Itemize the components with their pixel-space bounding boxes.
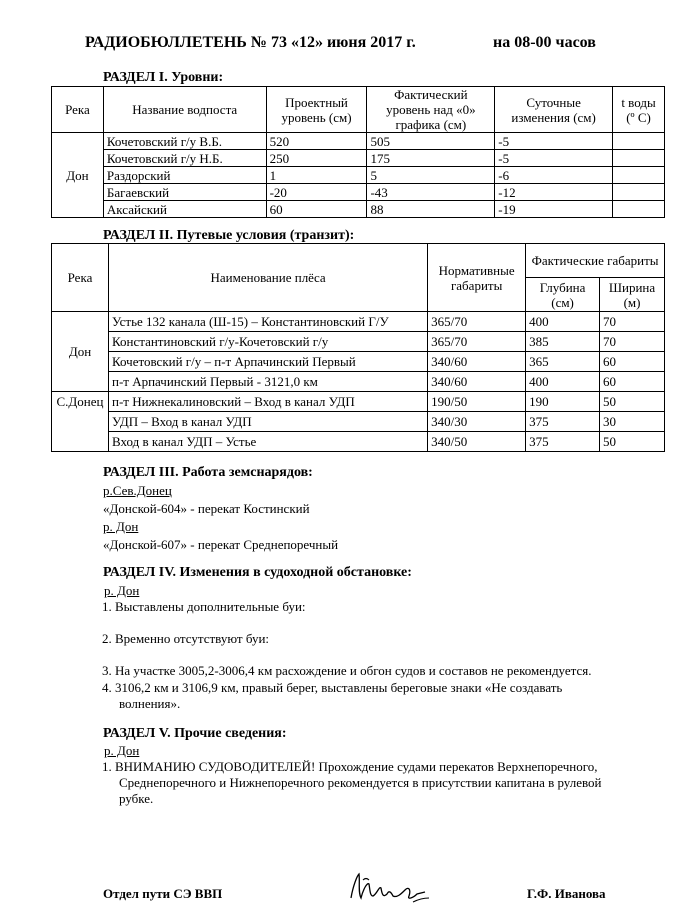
table-row [52,432,665,452]
actual-level: 88 [367,201,495,218]
table-row [52,392,665,412]
river-name: Дон [52,312,109,392]
water-temp [613,150,665,167]
station-name: Аксайский [103,201,266,218]
table-row [52,412,665,432]
daily-change: -12 [495,184,613,201]
depth-value: 385 [526,332,600,352]
actual-level: 5 [367,167,495,184]
section4-item4-line1: 4. 3106,2 км и 3106,9 км, правый берег, выставлены береговые знаки «Не создавать [102,680,563,695]
depth-value: 365 [526,352,600,372]
water-temp [613,133,665,150]
daily-change: -5 [495,133,613,150]
section5-heading: РАЗДЕЛ V. Прочие сведения: [103,726,287,741]
table-row [52,167,665,184]
col-project-level: Проектный уровень (см) [266,87,367,133]
table-row [52,372,665,392]
section5-line2: Среднепоречного и Нижнепоречного рекомендуется в присутствии капитана в рулевой [119,775,602,790]
reach-name: п-т Нижнекалиновский – Вход в канал УДП [108,392,427,412]
signature-image [343,868,443,908]
water-temp [613,201,665,218]
section4-item2: 2. Временно отсутствуют буи: [102,631,270,646]
river-name: С.Донец [52,392,109,452]
daily-change: -5 [495,150,613,167]
table-row [52,184,665,201]
transit-table [51,243,665,452]
department-name: Отдел пути СЭ ВВП [103,886,223,901]
normative-dims: 340/60 [428,352,526,372]
project-level: -20 [266,184,367,201]
section5-line3: рубке. [119,791,154,806]
normative-dims: 365/70 [428,332,526,352]
width-value: 60 [600,352,665,372]
reach-name: Вход в канал УДП – Устье [108,432,427,452]
col-station: Название водпоста [103,87,266,133]
station-name: Кочетовский г/у Н.Б. [103,150,266,167]
project-level: 1 [266,167,367,184]
width-value: 60 [600,372,665,392]
bulletin-title: РАДИОБЮЛЛЕТЕНЬ № 73 «12» июня 2017 г. [85,34,416,51]
section5-river: р. Дон [104,743,140,758]
bulletin-time: на 08-00 часов [493,34,596,51]
table-row [52,312,665,332]
width-value: 50 [600,392,665,412]
width-value: 70 [600,312,665,332]
water-temp [613,167,665,184]
col-actual-level: Фактический уровень над «0» графика (см) [367,87,495,133]
col-actual-dimensions: Фактические габариты [526,244,665,278]
col-depth: Глубина (см) [526,278,600,312]
actual-level: 505 [367,133,495,150]
normative-dims: 340/30 [428,412,526,432]
section5-line1: 1. ВНИМАНИЮ СУДОВОДИТЕЛЕЙ! Прохождение судами перекатов Верхнепоречного, [102,759,598,774]
reach-name: п-т Арпачинский Первый - 3121,0 км [108,372,427,392]
project-level: 520 [266,133,367,150]
reach-name: Устье 132 канала (Ш-15) – Константиновский Г/У [108,312,427,332]
section3-dredger2: «Донской-607» - перекат Среднепоречный [103,537,339,552]
table-row [52,133,665,150]
depth-value: 375 [526,432,600,452]
project-level: 250 [266,150,367,167]
section3-river2: р. Дон [103,519,139,534]
section3-dredger1: «Донской-604» - перекат Костинский [103,501,310,516]
normative-dims: 190/50 [428,392,526,412]
section2-heading: РАЗДЕЛ II. Путевые условия (транзит): [103,228,355,243]
section4-heading: РАЗДЕЛ IV. Изменения в судоходной обстановке: [103,565,412,580]
width-value: 70 [600,332,665,352]
table-row [52,201,665,218]
normative-dims: 340/60 [428,372,526,392]
table-row [52,352,665,372]
col-river: Река [52,87,104,133]
actual-level: 175 [367,150,495,167]
normative-dims: 365/70 [428,312,526,332]
normative-dims: 340/50 [428,432,526,452]
reach-name: Константиновский г/у-Кочетовский г/у [108,332,427,352]
col-normative: Нормативные габариты [428,244,526,312]
col-width: Ширина (м) [600,278,665,312]
actual-level: -43 [367,184,495,201]
table-row [52,332,665,352]
signer-name: Г.Ф. Иванова [527,886,606,901]
depth-value: 400 [526,312,600,332]
col-reach: Наименование плёса [108,244,427,312]
water-temp [613,184,665,201]
levels-table [51,86,665,218]
section4-item4-line2: волнения». [119,696,181,711]
daily-change: -6 [495,167,613,184]
width-value: 50 [600,432,665,452]
project-level: 60 [266,201,367,218]
section3-river1: р.Сев.Донец [103,483,172,498]
reach-name: Кочетовский г/у – п-т Арпачинский Первый [108,352,427,372]
col-water-temp: t воды (º С) [613,87,665,133]
station-name: Багаевский [103,184,266,201]
section4-item3: 3. На участке 3005,2-3006,4 км расхождение и обгон судов и составов не рекомендуется. [102,663,592,678]
reach-name: УДП – Вход в канал УДП [108,412,427,432]
depth-value: 190 [526,392,600,412]
depth-value: 400 [526,372,600,392]
station-name: Кочетовский г/у В.Б. [103,133,266,150]
section1-heading: РАЗДЕЛ I. Уровни: [103,70,224,85]
section3-heading: РАЗДЕЛ III. Работа земснарядов: [103,465,313,480]
table-row [52,150,665,167]
width-value: 30 [600,412,665,432]
section4-item1: 1. Выставлены дополнительные буи: [102,599,306,614]
col-river: Река [52,244,109,312]
col-daily-change: Суточные изменения (см) [495,87,613,133]
daily-change: -19 [495,201,613,218]
river-name: Дон [52,133,104,218]
section4-river: р. Дон [104,583,140,598]
depth-value: 375 [526,412,600,432]
station-name: Раздорский [103,167,266,184]
